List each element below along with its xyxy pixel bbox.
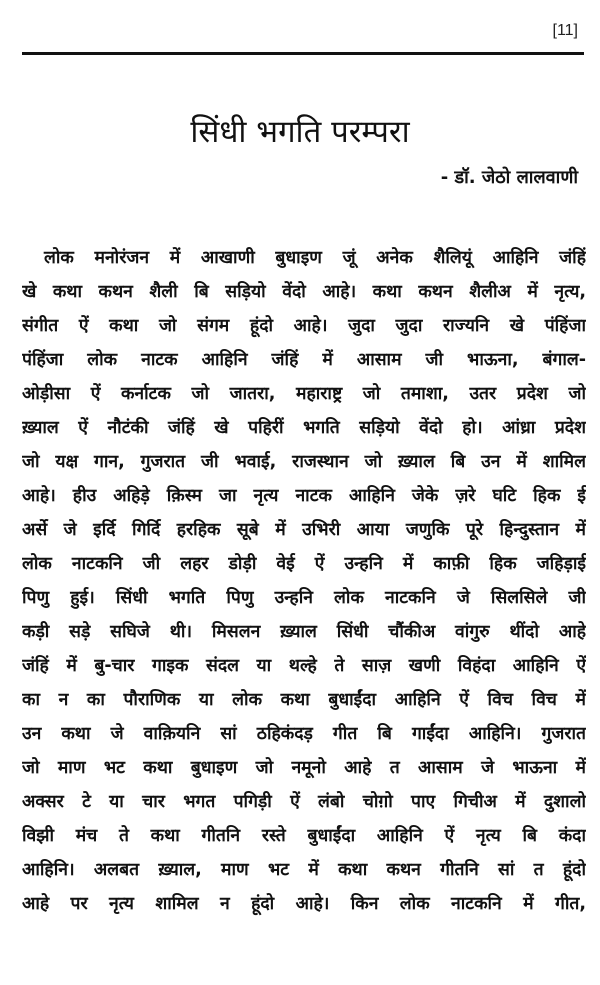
text-line: जो यक्ष गान, गुजरात जी भवाई, राजस्थान जो ख़्याल बि उन में शामिल — [22, 452, 586, 472]
text-line: लोक नाटकनि जी लहर डोड़ी वेई ऐं उन्हनि में काफ़ी हिक जहिड़ाई — [22, 554, 586, 574]
text-line: जो माण भट कथा बुधाइण जो नमूनो आहे त आसाम जे भाऊना में — [22, 758, 586, 778]
text-line: पंहिंजा लोक नाटक आहिनि जंहिं में आसाम जी भाऊना, बंगाल- — [22, 350, 586, 370]
text-line: अक्सर टे या चार भगत पगिड़ी ऐं लंबो चोग़ो पाए गिचीअ में दुशालो — [22, 792, 586, 812]
text-line: लोक मनोरंजन में आखाणी बुधाइण जूं अनेक शैलियूं आहिनि जंहिं — [44, 248, 586, 268]
text-line: का न का पौराणिक या लोक कथा बुधाईंदा आहिनि ऐं विच विच में — [22, 690, 586, 710]
text-line: खे कथा कथन शैली बि सड़ियो वेंदो आहे। कथा कथन शैलीअ में नृत्य, — [22, 282, 586, 302]
text-line: उन कथा जे वाक़ियनि सां ठहिकंदड़ गीत बि गाईंदा आहिनि। गुजरात — [22, 724, 586, 744]
text-line: आहिनि। अलबत ख़्याल, माण भट में कथा कथन गीतनि सां त हूंदो — [22, 860, 586, 880]
text-line: अर्से जे इर्दि गिर्दि हरहिक सूबे में उभिरी आया जणुकि पूरे हिन्दुस्तान में — [22, 520, 586, 540]
chapter-title: सिंधी भगति परम्परा — [190, 114, 410, 150]
author-byline: - डॉ. जेठो लालवाणी — [440, 167, 578, 188]
text-line: संगीत ऐं कथा जो संगम हूंदो आहे। जुदा जुदा राज्यनि खे पंहिंजा — [22, 316, 586, 336]
body-paragraph — [22, 241, 586, 921]
text-line: कड़ी सड़े सघिजे थी। मिसलन ख़्याल सिंधी चौंकीअ वांगुरु थींदो आहे — [22, 622, 586, 642]
page-number: [11] — [552, 22, 578, 39]
text-line: आहे पर नृत्य शामिल न हूंदो आहे। किन लोक नाटकनि में गीत, — [22, 894, 586, 914]
text-line: ओड़ीसा ऐं कर्नाटक जो जातरा, महाराष्ट्र जो तमाशा, उतर प्रदेश जो — [22, 384, 586, 404]
text-line: विझी मंच ते कथा गीतनि रस्ते बुधाईंदा आहिनि ऐं नृत्य बि कंदा — [22, 826, 586, 846]
header-rule — [22, 52, 584, 55]
text-line: आहे। हीउ अहिड़े क़िस्म जा नृत्य नाटक आहिनि जेके ज़रे घटि हिक ई — [22, 486, 586, 506]
text-line: ख़्याल ऐं नौटंकी जंहिं खे पहिरीं भगति सड़ियो वेंदो हो। आंध्रा प्रदेश — [22, 418, 586, 438]
text-line: जंहिं में बु-चार गाइक संदल या थल्हे ते साज़ खणी विहंदा आहिनि ऐं — [22, 656, 586, 676]
text-line: पिणु हुई। सिंधी भगति पिणु उन्हनि लोक नाटकनि जे सिलसिले जी — [22, 588, 586, 608]
